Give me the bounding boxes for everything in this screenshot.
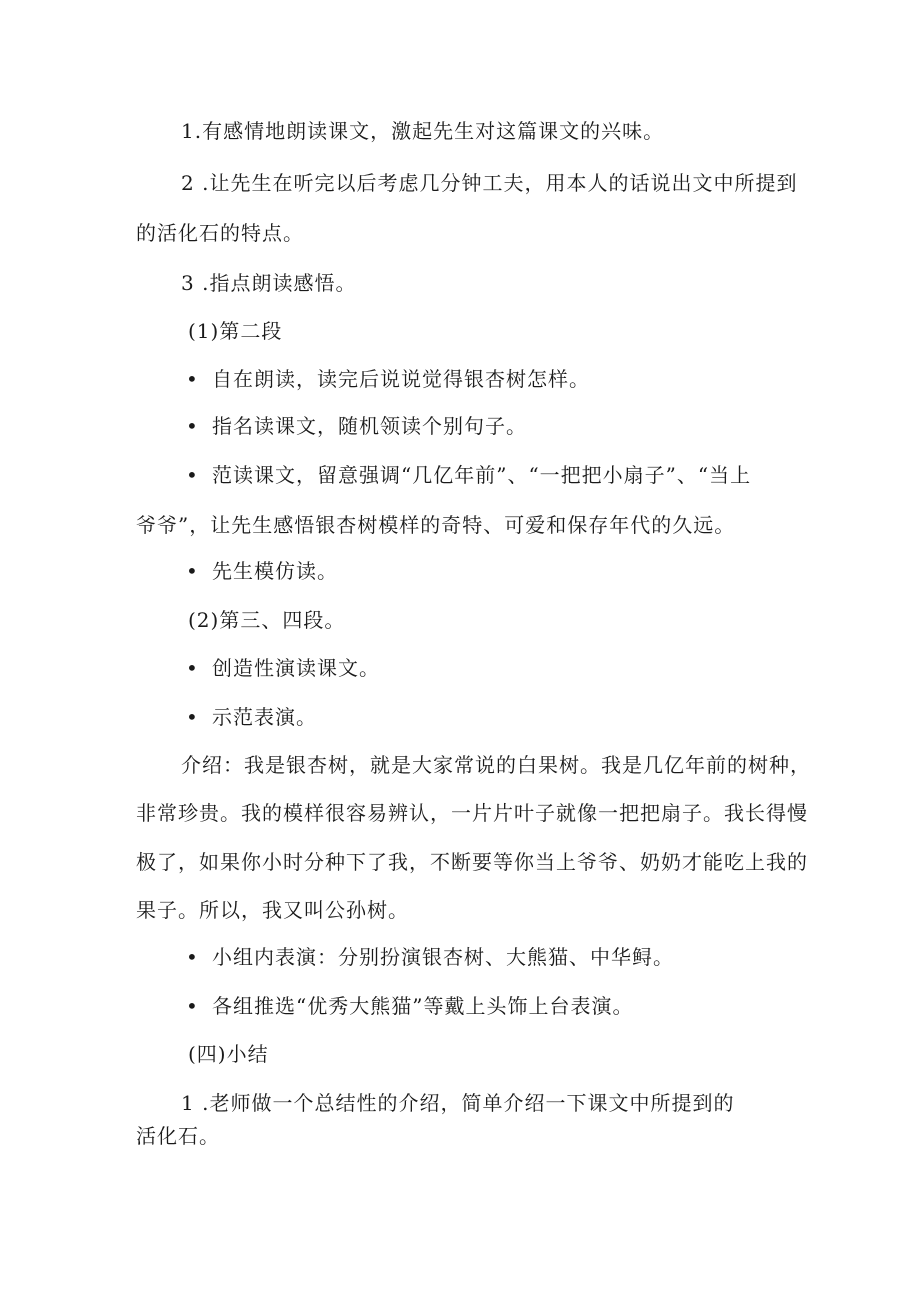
bullet-text: 创造性演读课文。	[212, 656, 380, 680]
bullet-item	[186, 558, 338, 584]
bullet-icon: •	[186, 559, 199, 583]
bullet-item	[186, 704, 317, 730]
bullet-item	[186, 366, 590, 392]
summary-item-1-line1: 1 .老师做一个总结性的介绍，简单介绍一下课文中所提到的	[181, 1091, 735, 1115]
bullet-icon: •	[186, 463, 199, 487]
bullet-item	[186, 655, 380, 681]
bullet-item	[186, 413, 527, 439]
step-2-text-line2: 的活化石的特点。	[136, 221, 304, 245]
bullet-text: 指名读课文，随机领读个别句子。	[212, 414, 527, 438]
bullet-text: 示范表演。	[212, 705, 317, 729]
bullet-text: 先生模仿读。	[212, 559, 338, 583]
intro-paragraph-line2: 非常珍贵。我的模样很容易辨认，一片片叶子就像一把把扇子。我长得慢	[136, 801, 808, 825]
summary-item-1-line2: 活化石。	[136, 1124, 220, 1148]
bullet-icon: •	[186, 656, 199, 680]
section-heading-3: (四)小结	[188, 1042, 269, 1066]
bullet-item	[186, 944, 674, 970]
bullet-text-continued: 爷爷”，让先生感悟银杏树模样的奇特、可爱和保存年代的久远。	[136, 513, 736, 537]
step-3-text: 3 .指点朗读感悟。	[181, 271, 357, 295]
bullet-text: 各组推选“优秀大熊猫”等戴上头饰上台表演。	[212, 994, 634, 1018]
section-heading-2: (2)第三、四段。	[188, 608, 346, 632]
step-2-text-line1: 2 .让先生在听完以后考虑几分钟工夫，用本人的话说出文中所提到	[181, 171, 798, 195]
bullet-text: 自在朗读，读完后说说觉得银杏树怎样。	[212, 367, 590, 391]
step-1-text: 1.有感情地朗读课文，激起先生对这篇课文的兴味。	[181, 119, 665, 143]
bullet-icon: •	[186, 945, 199, 969]
bullet-item	[186, 462, 751, 488]
section-heading-1: (1)第二段	[188, 319, 283, 343]
bullet-item	[186, 993, 633, 1019]
bullet-icon: •	[186, 705, 199, 729]
bullet-icon: •	[186, 414, 199, 438]
intro-paragraph-line3: 极了，如果你小时分种下了我，不断要等你当上爷爷、奶奶才能吃上我的	[136, 850, 808, 874]
intro-paragraph-line4: 果子。所以，我又叫公孙树。	[136, 898, 409, 922]
intro-paragraph-line1: 介绍：我是银杏树，就是大家常说的白果树。我是几亿年前的树种，	[181, 753, 811, 777]
bullet-icon: •	[186, 994, 199, 1018]
bullet-icon: •	[186, 367, 199, 391]
bullet-text: 范读课文，留意强调“几亿年前”、“一把把小扇子”、“当上	[212, 463, 752, 487]
bullet-text: 小组内表演：分别扮演银杏树、大熊猫、中华鲟。	[212, 945, 674, 969]
